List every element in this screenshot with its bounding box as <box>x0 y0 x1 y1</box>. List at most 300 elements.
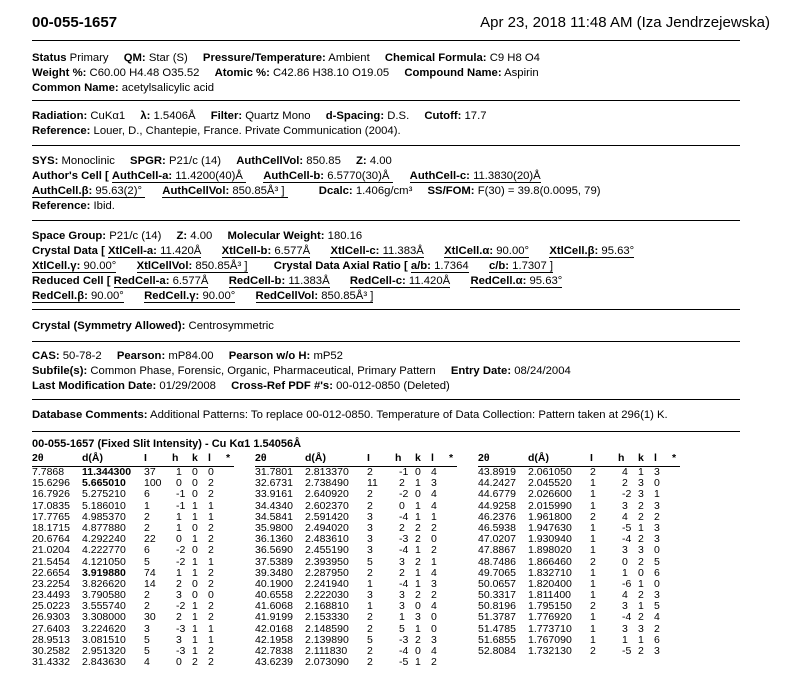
xtlcell-c-label: XtlCell-c: <box>330 245 380 257</box>
peak-h-index: -5 <box>399 656 409 669</box>
peak-two-theta: 34.4340 <box>255 499 293 512</box>
peak-k-index: 3 <box>415 611 421 624</box>
peak-l-index: 0 <box>208 466 214 478</box>
peak-h-index: 0 <box>622 555 628 568</box>
peak-k-index: 0 <box>192 466 198 478</box>
radiation-label: Radiation: <box>32 110 88 122</box>
peak-h-index: -2 <box>176 544 186 557</box>
peak-k-index: 1 <box>192 533 198 546</box>
peak-two-theta: 7.7868 <box>32 466 65 478</box>
peak-k-index: 1 <box>415 499 421 512</box>
peak-k-index: 0 <box>415 466 421 478</box>
weight-percent-value: C60.00 H4.48 O35.52 <box>89 67 200 79</box>
peak-row <box>255 612 457 623</box>
peak-h-index: 3 <box>399 600 405 613</box>
peak-row <box>32 545 234 556</box>
section-cas <box>32 349 772 394</box>
header-star: * <box>672 452 677 464</box>
peak-intensity: 3 <box>367 533 373 546</box>
peak-d-spacing: 2.813370 <box>305 466 349 478</box>
peak-two-theta: 23.2254 <box>32 577 70 590</box>
peak-l-index: 6 <box>654 566 660 579</box>
peak-h-index: 3 <box>399 589 405 602</box>
peak-k-index: 0 <box>415 600 421 613</box>
peak-d-spacing: 2.483610 <box>305 533 349 546</box>
peak-two-theta: 23.4493 <box>32 589 70 602</box>
redcell-c-label: RedCell-c: <box>349 275 406 287</box>
peak-two-theta: 18.1715 <box>32 521 70 534</box>
atomic-percent-label: Atomic %: <box>214 67 270 79</box>
peak-d-spacing: 5.275210 <box>82 488 126 501</box>
peak-d-spacing: 2.148590 <box>305 622 349 635</box>
peak-d-spacing: 2.015990 <box>528 499 572 512</box>
peak-intensity: 2 <box>590 645 596 657</box>
peak-k-index: 1 <box>415 544 421 557</box>
peak-k-index: 2 <box>415 555 421 568</box>
peak-row <box>255 545 457 556</box>
peak-two-theta: 43.8919 <box>478 466 516 478</box>
peak-two-theta: 22.6654 <box>32 566 70 579</box>
peak-two-theta: 34.5841 <box>255 510 293 523</box>
peak-d-spacing: 1.795150 <box>528 600 572 613</box>
peak-h-index: -4 <box>399 645 409 657</box>
peak-intensity: 2 <box>144 600 150 613</box>
peak-h-index: 1 <box>622 633 628 646</box>
peak-d-spacing: 3.826620 <box>82 577 126 590</box>
peak-intensity: 2 <box>367 645 373 657</box>
peak-two-theta: 41.9199 <box>255 611 293 624</box>
xtlcell-b-value: 6.577Å <box>274 245 311 257</box>
peak-h-index: 0 <box>176 533 182 546</box>
peak-l-index: 1 <box>208 622 214 635</box>
peak-two-theta: 33.9161 <box>255 488 293 501</box>
peak-l-index: 3 <box>654 521 660 534</box>
common-name-label: Common Name: <box>32 82 119 94</box>
peak-list-title: 00-055-1657 (Fixed Slit Intensity) - Cu Kα1 1.54056Å <box>32 438 302 450</box>
peak-d-spacing: 2.168810 <box>305 600 349 613</box>
peak-intensity: 2 <box>144 510 150 523</box>
peak-k-index: 2 <box>638 645 644 657</box>
peak-column-1 <box>32 452 234 668</box>
header-intensity: I <box>590 452 593 464</box>
xtlcell-a-value: 11.420Å <box>160 245 202 257</box>
peak-d-spacing: 3.224620 <box>82 622 126 635</box>
peak-two-theta: 47.0207 <box>478 533 516 546</box>
peak-l-index: 2 <box>431 656 437 669</box>
peak-h-index: 0 <box>176 656 182 669</box>
peak-intensity: 2 <box>144 521 150 534</box>
peak-intensity: 14 <box>144 577 156 590</box>
peak-l-index: 2 <box>208 577 214 590</box>
header-l: l <box>431 452 434 464</box>
peak-intensity: 2 <box>367 488 373 501</box>
xtlcell-beta-label: XtlCell.β: <box>549 245 599 257</box>
peak-header <box>32 452 234 467</box>
peak-l-index: 2 <box>208 544 214 557</box>
peak-h-index: -4 <box>399 544 409 557</box>
peak-d-spacing: 2.045520 <box>528 477 572 490</box>
entry-date-label: Entry Date: <box>450 365 512 377</box>
peak-k-index: 1 <box>638 521 644 534</box>
peak-intensity: 1 <box>367 577 373 590</box>
authors-cell-label: Author's Cell [ <box>32 170 109 182</box>
peak-two-theta: 31.7801 <box>255 466 293 478</box>
redcell-gamma-value: 90.00° <box>202 290 236 302</box>
peak-h-index: 1 <box>176 510 182 523</box>
peak-two-theta: 44.6779 <box>478 488 516 501</box>
peak-column-3 <box>478 452 680 657</box>
peak-two-theta: 39.3480 <box>255 566 293 579</box>
peak-intensity: 2 <box>367 622 373 635</box>
authcell-c-value: 11.3830(20)Å <box>473 170 541 182</box>
peak-h-index: -4 <box>622 611 632 624</box>
peak-l-index: 1 <box>208 555 214 568</box>
peak-l-index: 2 <box>208 533 214 546</box>
peak-l-index: 1 <box>654 488 660 501</box>
peak-d-spacing: 1.767090 <box>528 633 572 646</box>
peak-intensity: 2 <box>590 510 596 523</box>
peak-intensity: 1 <box>590 589 596 602</box>
authcell-b-label: AuthCell-b: <box>263 170 325 182</box>
peak-intensity: 5 <box>367 633 373 646</box>
dcalc-value: 1.406g/cm³ <box>355 185 413 197</box>
peak-h-index: -4 <box>399 510 409 523</box>
section-crystal-data <box>32 229 772 304</box>
peak-h-index: 0 <box>176 477 182 490</box>
peak-h-index: -1 <box>176 499 186 512</box>
peak-k-index: 1 <box>415 477 421 490</box>
redcell-c-value: 11.420Å <box>408 275 451 287</box>
molecular-weight-value: 180.16 <box>327 230 363 242</box>
peak-two-theta: 44.9258 <box>478 499 516 512</box>
authcell-a-label: AuthCell-a: <box>111 170 173 182</box>
peak-l-index: 6 <box>654 633 660 646</box>
peak-l-index: 3 <box>431 577 437 590</box>
peak-h-index: 3 <box>622 499 628 512</box>
peak-k-index: 3 <box>638 477 644 490</box>
peak-k-index: 0 <box>415 488 421 501</box>
peak-two-theta: 31.4332 <box>32 656 70 669</box>
peak-k-index: 1 <box>192 600 198 613</box>
redcell-a-label: RedCell-a: <box>113 275 170 287</box>
chemical-formula-label: Chemical Formula: <box>384 52 487 64</box>
peak-intensity: 3 <box>367 544 373 557</box>
peak-d-spacing: 3.308000 <box>82 611 126 624</box>
peak-k-index: 0 <box>192 589 198 602</box>
peak-d-spacing: 2.073090 <box>305 656 349 669</box>
authcellvol-value: 850.85 <box>306 155 341 167</box>
peak-l-index: 0 <box>431 533 437 546</box>
peak-two-theta: 51.4785 <box>478 622 516 635</box>
peak-h-index: -5 <box>622 521 632 534</box>
peak-d-spacing: 2.061050 <box>528 466 572 478</box>
header-h: h <box>172 452 179 464</box>
peak-row <box>478 646 680 657</box>
redcellvol-value: 850.85Å³ ] <box>321 290 374 302</box>
peak-intensity: 6 <box>144 488 150 501</box>
peak-l-index: 2 <box>208 521 214 534</box>
peak-intensity: 74 <box>144 566 156 579</box>
peak-h-index: 1 <box>176 566 182 579</box>
ss-fom-value: F(30) = 39.8(0.0095, 79) <box>477 185 601 197</box>
peak-two-theta: 47.8867 <box>478 544 516 557</box>
peak-d-spacing: 5.186010 <box>82 499 126 512</box>
radiation-value: CuKα1 <box>90 110 126 122</box>
peak-k-index: 2 <box>415 533 421 546</box>
authcell-beta-value: 95.63(2)° <box>95 185 142 197</box>
cutoff-label: Cutoff: <box>424 110 462 122</box>
peak-two-theta: 41.6068 <box>255 600 293 613</box>
peak-h-index: 3 <box>622 622 628 635</box>
cross-ref-value: 00-012-0850 (Deleted) <box>336 380 450 392</box>
peak-l-index: 4 <box>431 600 437 613</box>
peak-d-spacing: 2.738490 <box>305 477 349 490</box>
peak-intensity: 3 <box>367 589 373 602</box>
peak-d-spacing: 3.555740 <box>82 600 126 613</box>
peak-intensity: 5 <box>144 633 150 646</box>
peak-h-index: -3 <box>176 622 186 635</box>
peak-d-spacing: 4.222770 <box>82 544 126 557</box>
peak-header <box>478 452 680 467</box>
peak-two-theta: 46.2376 <box>478 510 516 523</box>
last-mod-date-value: 01/29/2008 <box>159 380 216 392</box>
peak-h-index: 2 <box>399 477 405 490</box>
lambda-label: λ: <box>140 110 151 122</box>
peak-row <box>478 489 680 500</box>
header-l: l <box>208 452 211 464</box>
header-d: d(Å) <box>528 452 549 464</box>
peak-h-index: 3 <box>176 633 182 646</box>
peak-l-index: 5 <box>654 600 660 613</box>
peak-two-theta: 17.7765 <box>32 510 70 523</box>
peak-k-index: 1 <box>638 466 644 478</box>
peak-two-theta: 46.5938 <box>478 521 516 534</box>
z-label: Z: <box>176 230 188 242</box>
peak-intensity: 22 <box>144 533 156 546</box>
peak-h-index: 1 <box>176 521 182 534</box>
status-value: Primary <box>69 52 109 64</box>
peak-row <box>32 557 234 568</box>
peak-k-index: 1 <box>192 566 198 579</box>
sys-label: SYS: <box>32 155 59 167</box>
peak-l-index: 1 <box>208 499 214 512</box>
peak-l-index: 1 <box>431 555 437 568</box>
peak-two-theta: 50.0657 <box>478 577 516 590</box>
peak-d-spacing: 1.930940 <box>528 533 572 546</box>
section-db-comments <box>32 408 772 423</box>
cutoff-value: 17.7 <box>464 110 487 122</box>
peak-two-theta: 28.9513 <box>32 633 70 646</box>
peak-k-index: 0 <box>192 577 198 590</box>
header-2theta: 2θ <box>255 452 267 464</box>
peak-l-index: 3 <box>431 477 437 490</box>
peak-l-index: 4 <box>431 488 437 501</box>
peak-two-theta: 51.3787 <box>478 611 516 624</box>
divider <box>32 40 740 41</box>
peak-k-index: 0 <box>192 488 198 501</box>
peak-intensity: 2 <box>590 600 596 613</box>
peak-d-spacing: 1.820400 <box>528 577 572 590</box>
peak-h-index: -2 <box>622 488 632 501</box>
peak-l-index: 2 <box>208 488 214 501</box>
peak-k-index: 2 <box>415 589 421 602</box>
peak-d-spacing: 1.773710 <box>528 622 572 635</box>
peak-h-index: 4 <box>622 510 628 523</box>
section-symmetry <box>32 319 772 334</box>
peak-intensity: 1 <box>144 499 150 512</box>
peak-row <box>478 612 680 623</box>
peak-l-index: 1 <box>208 633 214 646</box>
peak-k-index: 0 <box>415 645 421 657</box>
peak-d-spacing: 1.947630 <box>528 521 572 534</box>
peak-l-index: 3 <box>654 533 660 546</box>
peak-intensity: 1 <box>590 577 596 590</box>
peak-intensity: 5 <box>144 555 150 568</box>
xtlcellvol-value: 850.85Å³ ] <box>195 260 248 272</box>
symmetry-label: Crystal (Symmetry Allowed): <box>32 320 186 332</box>
redcell-b-value: 11.383Å <box>288 275 330 287</box>
peak-k-index: 1 <box>415 510 421 523</box>
peak-d-spacing: 2.111830 <box>305 645 348 657</box>
common-name-value: acetylsalicylic acid <box>121 82 215 94</box>
peak-two-theta: 20.6764 <box>32 533 70 546</box>
peak-h-index: -6 <box>622 577 632 590</box>
compound-name-label: Compound Name: <box>404 67 502 79</box>
pearson-label: Pearson: <box>116 350 166 362</box>
peak-h-index: 4 <box>622 466 628 478</box>
peak-row <box>32 612 234 623</box>
peak-d-spacing: 4.121050 <box>82 555 126 568</box>
redcell-alpha-label: RedCell.α: <box>470 275 527 287</box>
header-2theta: 2θ <box>32 452 44 464</box>
peak-intensity: 1 <box>367 600 373 613</box>
xtlcell-gamma-value: 90.00° <box>83 260 117 272</box>
authcellvol-label: AuthCellVol: <box>236 155 304 167</box>
lambda-value: 1.5406Å <box>153 110 196 122</box>
peak-d-spacing: 2.843630 <box>82 656 126 669</box>
peak-d-spacing: 11.344300 <box>82 466 132 478</box>
header-d: d(Å) <box>82 452 103 464</box>
peak-two-theta: 26.9303 <box>32 611 70 624</box>
peak-intensity: 2 <box>367 566 373 579</box>
peak-k-index: 1 <box>192 633 198 646</box>
xtlcell-b-label: XtlCell-b: <box>221 245 272 257</box>
section-radiation <box>32 109 772 139</box>
peak-d-spacing: 1.832710 <box>528 566 572 579</box>
d-spacing-label: d-Spacing: <box>325 110 385 122</box>
peak-k-index: 1 <box>415 577 421 590</box>
peak-h-index: 1 <box>622 566 628 579</box>
pearson-value: mP84.00 <box>168 350 214 362</box>
peak-d-spacing: 2.241940 <box>305 577 349 590</box>
redcell-a-value: 6.577Å <box>172 275 209 287</box>
qm-label: QM: <box>123 52 146 64</box>
peak-h-index: 5 <box>399 622 405 635</box>
xtlcellvol-label: XtlCellVol: <box>136 260 193 272</box>
peak-d-spacing: 2.640920 <box>305 488 349 501</box>
header-2theta: 2θ <box>478 452 490 464</box>
peak-row <box>32 489 234 500</box>
xtlcell-a-label: XtlCell-a: <box>107 245 157 257</box>
xtlcell-c-value: 11.383Å <box>382 245 424 257</box>
peak-intensity: 3 <box>367 521 373 534</box>
peak-intensity: 5 <box>367 555 373 568</box>
filter-label: Filter: <box>210 110 243 122</box>
peak-two-theta: 16.7926 <box>32 488 70 501</box>
peak-intensity: 1 <box>590 499 596 512</box>
header-intensity: I <box>144 452 147 464</box>
peak-h-index: 2 <box>176 577 182 590</box>
peak-d-spacing: 2.951320 <box>82 645 126 657</box>
xtlcell-alpha-label: XtlCell.α: <box>444 245 494 257</box>
peak-k-index: 0 <box>192 521 198 534</box>
peak-two-theta: 50.3317 <box>478 589 516 602</box>
peak-l-index: 4 <box>431 466 437 478</box>
peak-intensity: 3 <box>144 622 150 635</box>
peak-two-theta: 37.5389 <box>255 555 293 568</box>
peak-two-theta: 50.8196 <box>478 600 516 613</box>
section-author-cell <box>32 154 772 214</box>
peak-l-index: 0 <box>431 622 437 635</box>
section-compound <box>32 51 772 96</box>
redcellvol-label: RedCellVol: <box>255 290 319 302</box>
peak-h-index: -5 <box>622 645 632 657</box>
peak-k-index: 2 <box>638 533 644 546</box>
redcell-gamma-label: RedCell.γ: <box>144 290 200 302</box>
compound-name-value: Aspirin <box>504 67 539 79</box>
peak-intensity: 3 <box>367 510 373 523</box>
peak-d-spacing: 2.287950 <box>305 566 349 579</box>
peak-d-spacing: 2.026600 <box>528 488 572 501</box>
peak-h-index: -2 <box>176 555 186 568</box>
peak-two-theta: 51.6855 <box>478 633 516 646</box>
peak-h-index: 1 <box>399 611 405 624</box>
peak-h-index: -4 <box>399 577 409 590</box>
peak-h-index: 2 <box>176 611 182 624</box>
subfiles-label: Subfile(s): <box>32 365 88 377</box>
peak-d-spacing: 4.877880 <box>82 521 126 534</box>
peak-l-index: 2 <box>208 566 214 579</box>
peak-h-index: -2 <box>399 488 409 501</box>
peak-h-index: 4 <box>622 589 628 602</box>
divider <box>32 220 740 221</box>
peak-d-spacing: 1.811400 <box>528 589 572 602</box>
peak-d-spacing: 1.776920 <box>528 611 572 624</box>
peak-l-index: 3 <box>431 633 437 646</box>
peak-two-theta: 52.8084 <box>478 645 516 657</box>
peak-k-index: 1 <box>638 600 644 613</box>
peak-row <box>478 545 680 556</box>
peak-l-index: 0 <box>654 477 660 490</box>
z-value: 4.00 <box>190 230 213 242</box>
chemical-formula-value: C9 H8 O4 <box>489 52 540 64</box>
peak-two-theta: 40.1900 <box>255 577 293 590</box>
peak-k-index: 1 <box>192 645 198 657</box>
peak-k-index: 2 <box>192 656 198 669</box>
peak-two-theta: 27.6403 <box>32 622 70 635</box>
peak-two-theta: 25.0223 <box>32 600 70 613</box>
peak-k-index: 3 <box>638 544 644 557</box>
peak-k-index: 1 <box>415 566 421 579</box>
peak-d-spacing: 2.494020 <box>305 521 349 534</box>
peak-two-theta: 43.6239 <box>255 656 293 669</box>
card-header <box>32 14 770 36</box>
header-d: d(Å) <box>305 452 326 464</box>
peak-intensity: 100 <box>144 477 162 490</box>
header-star: * <box>449 452 454 464</box>
peak-row <box>478 557 680 568</box>
peak-l-index: 2 <box>431 589 437 602</box>
